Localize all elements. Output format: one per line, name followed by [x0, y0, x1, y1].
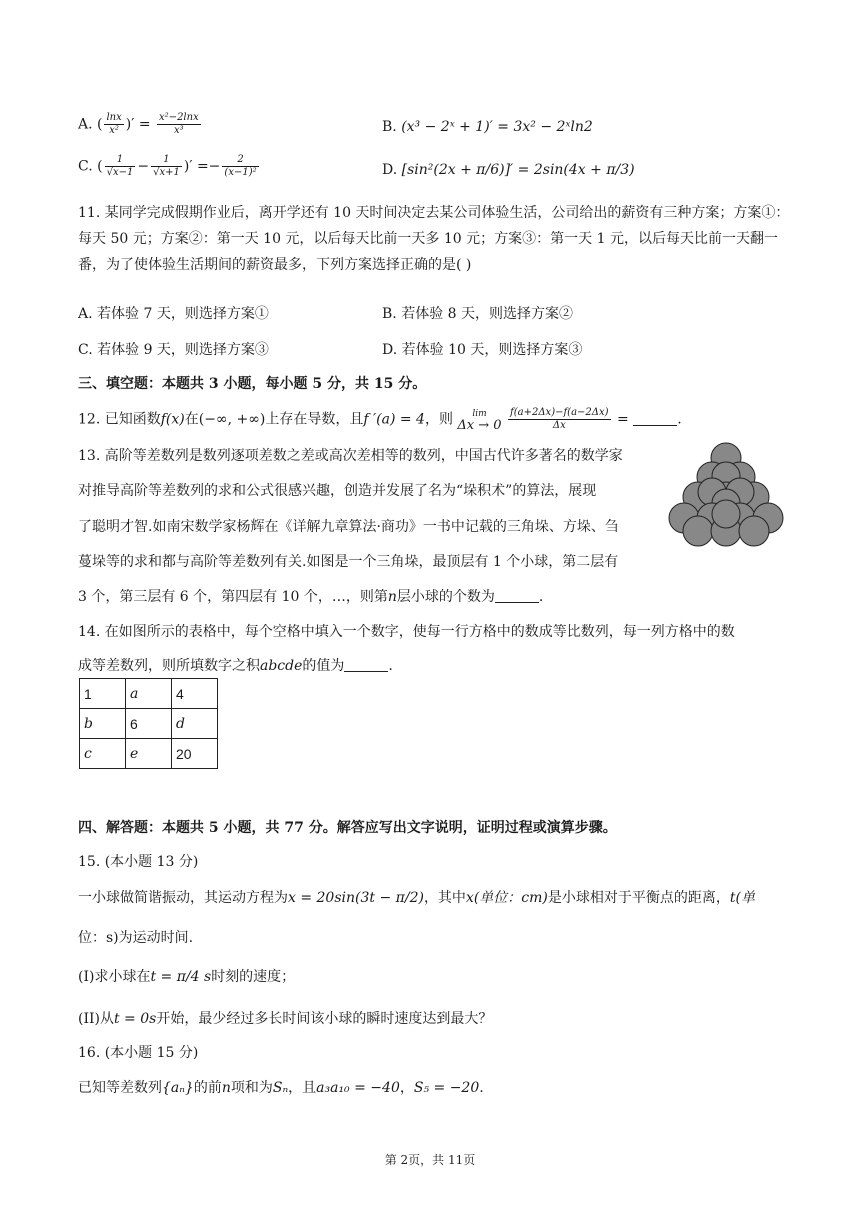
q13-line4: 蔓垛等的求和都与高阶等差数列有关.如图是一个三角垛，最顶层有 1 个小球，第二层有 — [78, 554, 619, 570]
q11-option-c: C. 若体验 9 天，则选择方案③ — [78, 342, 269, 358]
answer-blank — [344, 659, 388, 672]
q11-option-a: A. 若体验 7 天，则选择方案① — [78, 306, 269, 322]
table-cell: a — [126, 679, 172, 709]
fraction: $\frac{\text{x²−2lnx}}{\text{x³}}$ — [159, 112, 199, 136]
table-cell: 4 — [172, 679, 218, 709]
q13-line2: 对推导高阶等差数列的求和公式很感兴趣，创造并发展了名为“垛积术”的算法，展现 — [78, 483, 597, 499]
section-4-title: 四、解答题：本题共 5 小题，共 77 分。解答应写出文字说明，证明过程或演算步骤。 — [78, 820, 617, 836]
q15-line1: 一小球做简谐振动，其运动方程为x = 20sin(3t − π/2)，其中x(单位：cm)是小球相对于平衡点的距离，t(单 — [78, 890, 755, 906]
table-cell: 1 — [80, 679, 126, 709]
table-cell: 20 — [172, 739, 218, 769]
q14-line1: 14. 在如图所示的表格中，每个空格中填入一个数字，使每一行方格中的数成等比数列，每一列方格中的数 — [78, 624, 735, 640]
triangular-pile-figure — [668, 440, 784, 552]
q15-line2: 位：s)为运动时间. — [78, 930, 194, 946]
table-row — [80, 739, 218, 769]
page-footer: 第 2页，共 11页 — [384, 1153, 476, 1167]
table-cell: c — [80, 739, 126, 769]
q16-header: 16. (本小题 15 分) — [78, 1045, 199, 1061]
table-cell: e — [126, 739, 172, 769]
table-cell: b — [80, 709, 126, 739]
table-cell: 6 — [126, 709, 172, 739]
q10-option-d: D. [sin²(2x + π/6)]′ = 2sin(4x + π/3) — [382, 162, 635, 178]
table-cell: d — [172, 709, 218, 739]
q11-stem: 11. 某同学完成假期作业后，离开学还有 10 天时间决定去某公司体验生活，公司给出的薪资有三种方案；方案①：每天 50 元；方案②：第一天 10 元，以后每天比前一天多 10 元；方案③：第一天 1 元，以后每天比前一天翻一番，为了使体验生活期间的薪资最多，下列方案选择正确的是( ) — [78, 205, 790, 273]
q11-option-b: B. 若体验 8 天，则选择方案② — [382, 306, 573, 322]
section-3-title: 三、填空题：本题共 3 小题，每小题 5 分，共 15 分。 — [78, 376, 427, 392]
table-row — [80, 679, 218, 709]
q13-line3: 了聪明才智.如南宋数学家杨辉在《详解九章算法·商功》一书中记载的三角垛、方垛、刍 — [78, 519, 619, 535]
answer-blank — [633, 413, 677, 426]
fraction: $\frac{\ln x}{\text{x²}}$ — [106, 112, 122, 136]
limit: lim Δx → 0 — [457, 408, 502, 433]
q16-line1: 已知等差数列{aₙ}的前n项和为Sₙ，且a₃a₁₀ = −40，S₅ = −20. — [78, 1080, 484, 1096]
q12: 12. 已知函数f(x)在(−∞, +∞)上存在导数，且f ′(a) = 4，则 lim Δx → 0 $\frac{f(a+2\Delta x)-f(a-2\Delta x)}{\Delta x}$ = . — [78, 407, 682, 433]
q15-part2: (II)从t = 0s开始，最少经过多长时间该小球的瞬时速度达到最大？ — [78, 1011, 493, 1027]
q14-table — [79, 678, 218, 769]
answer-blank — [495, 590, 539, 603]
table-row — [80, 709, 218, 739]
q15-header: 15. (本小题 13 分) — [78, 854, 199, 870]
q11-option-d: D. 若体验 10 天，则选择方案③ — [382, 342, 583, 358]
q13-line5: 3 个，第三层有 6 个，第四层有 10 个，…，则第n层小球的个数为 . — [78, 589, 544, 605]
q10-option-b: B. (x³ − 2ˣ + 1)′ = 3x² − 2ˣln2 — [382, 119, 593, 135]
q10-option-a: A. ( $\frac{\ln x}{\text{x²}}$ )′ = $\frac{\text{x²−2lnx}}{\text{x³}}$ — [78, 112, 199, 136]
q10-option-c: C. ( $\frac{1}{√x-1}$ − $\frac{1}{√x+1}$ )′ =− $\frac{2}{\text{(x−1)²}}$ — [78, 154, 257, 178]
q13-line1: 13. 高阶等差数列是数列逐项差数之差或高次差相等的数列，中国古代许多著名的数学家 — [78, 448, 623, 464]
q14-line2: 成等差数列，则所填数字之积abcde的值为 . — [78, 658, 393, 674]
q15-part1: (I)求小球在t = π/4 s时刻的速度； — [78, 969, 296, 985]
